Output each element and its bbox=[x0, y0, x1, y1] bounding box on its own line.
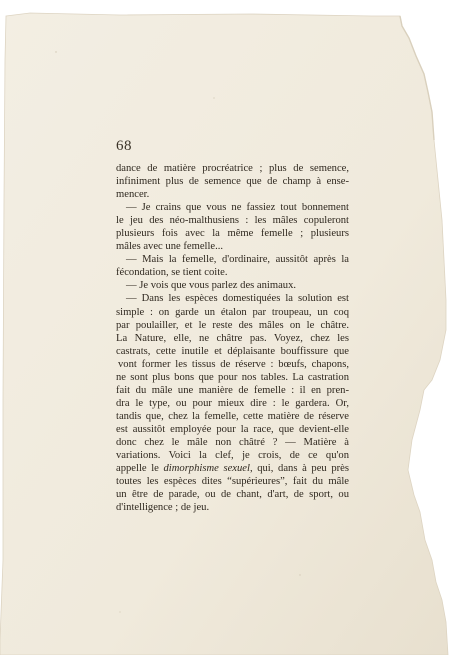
text-line: est aussitôt employée pour la race, que devient-elle bbox=[116, 423, 349, 435]
text-segment: , qui, dans à peu près bbox=[249, 463, 349, 475]
text-line: dance de matière procréatrice ; plus de semence, bbox=[116, 163, 349, 174]
text-line: fécondation, se tient coite. bbox=[116, 267, 228, 279]
italic-term: dimorphisme sexuel bbox=[163, 463, 250, 475]
body-text bbox=[116, 162, 349, 514]
text-line: plusieurs fois avec la même femelle ; plusieurs bbox=[116, 228, 349, 240]
text-line: — Dans les espèces domestiquées la solution est bbox=[126, 293, 349, 305]
text-line: tandis que, chez la femelle, cette matière de réserve bbox=[116, 410, 349, 422]
text-line: — Mais la femelle, d'ordinaire, aussitôt après la bbox=[126, 254, 349, 266]
page-number: 68 bbox=[116, 138, 132, 154]
text-line: donc chez le mâle non châtré ? — Matière à bbox=[116, 436, 349, 448]
text-line: un être de parade, ou de chant, d'art, de sport, ou bbox=[116, 489, 349, 501]
text-line: vont former les tissus de réserve : bœufs, chapons, bbox=[118, 358, 349, 370]
text-line: castrats, cette inutile et déplaisante bouffissure que bbox=[116, 345, 349, 357]
text-line: La Nature, elle, ne châtre pas. Voyez, chez les bbox=[116, 332, 349, 344]
text-line: par poulailler, et le reste des mâles on le châtre. bbox=[116, 319, 349, 331]
text-line: — Je crains que vous ne fassiez tout bonnement bbox=[126, 202, 349, 214]
text-line: variations. Voici la clef, je crois, de ce qu'on bbox=[116, 450, 349, 462]
text-line bbox=[116, 462, 349, 475]
text-line: mencer. bbox=[116, 189, 150, 201]
text-line: dra le type, ou pour mieux dire : le gardera. Or, bbox=[116, 397, 349, 409]
text-line: d'intelligence ; de jeu. bbox=[116, 502, 210, 514]
text-line: fait du mâle une manière de femelle : il en pren- bbox=[116, 384, 349, 396]
text-line: simple : on garde un étalon par troupeau, un coq bbox=[116, 306, 349, 318]
text-line: le jeu des néo-malthusiens : les mâles copuleront bbox=[116, 215, 349, 227]
text-line: infiniment plus de semence que de champ à ense- bbox=[116, 176, 349, 188]
text-line: mâles avec une femelle... bbox=[116, 241, 224, 253]
text-line: toutes les espèces dites “supérieures”, fait du mâle bbox=[116, 476, 349, 488]
text-line: ne sont plus bons que pour nos tables. La castration bbox=[116, 371, 349, 383]
text-segment: appelle le bbox=[116, 463, 164, 475]
text-line: — Je vois que vous parlez des animaux. bbox=[126, 280, 297, 292]
